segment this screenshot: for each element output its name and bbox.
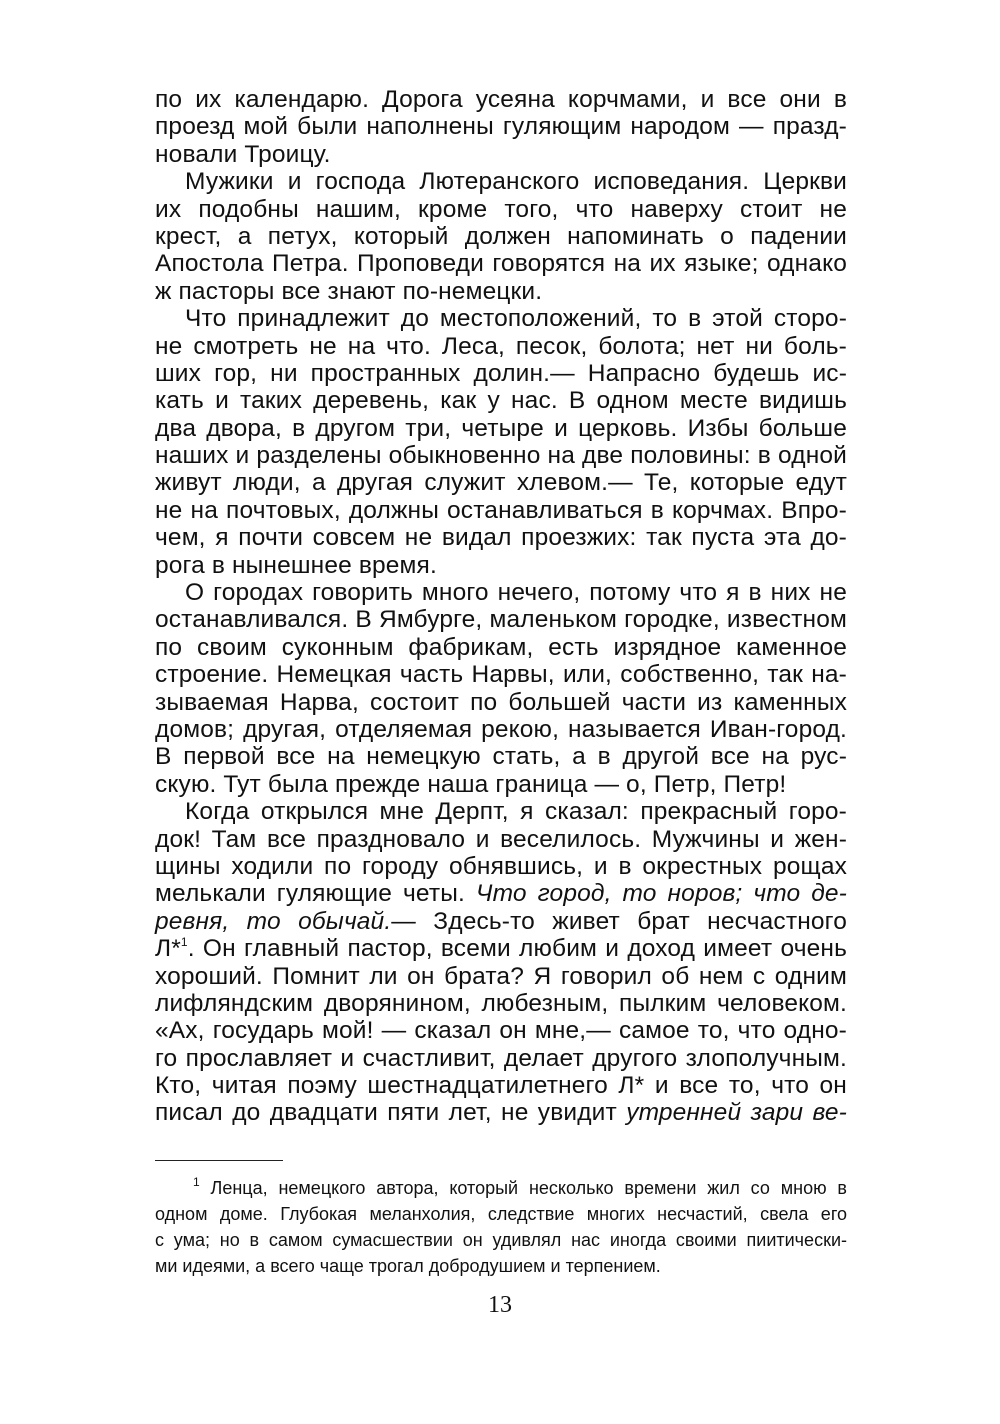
footnote-line: ми идеями, а всего чаще трогал добродушием и терпением. (155, 1256, 661, 1276)
text-line: ших гор, ни пространных долин.— Напрасно будешь ис- (155, 359, 847, 387)
footnote-line: одном доме. Глубокая меланхолия, следствие многих несчастий, свела его (155, 1204, 847, 1224)
italic-quote: утренней зари ве- (626, 1099, 847, 1127)
paragraph-3 (155, 305, 847, 579)
text-line: «Ах, государь мой! — сказал он мне,— самое то, что одно- (155, 1017, 847, 1045)
text-line (155, 935, 847, 962)
paragraph-5 (155, 798, 847, 1127)
text-line: их подобны нашим, кроме того, что наверху стоит не (155, 195, 847, 223)
text-line: зываемая Нарва, состоит по большей части из каменных (155, 688, 847, 716)
text-line: щины ходили по городу обнявшись, и в окрестных рощах (155, 852, 847, 880)
footnote-divider (155, 1160, 283, 1161)
text-line: проезд мой были наполнены гуляющим народом — празд- (155, 113, 847, 141)
text-run: . Он главный пастор, всеми любим и доход имеет очень (187, 935, 847, 963)
main-text (155, 86, 847, 1127)
text-line: док! Там все праздновало и веселилось. Мужчины и жен- (155, 825, 847, 853)
text-line: ж пасторы все знают по-немецки. (155, 277, 543, 305)
text-run: Ленца, немецкого автора, который несколько времени жил со мною в (199, 1178, 847, 1198)
text-line: Апостола Петра. Проповеди говорятся на их языке; однако (155, 250, 847, 278)
text-line: хороший. Помнит ли он брата? Я говорил об нем с одним (155, 962, 847, 990)
text-line: О городах говорить много нечего, потому что я в них не (185, 579, 847, 607)
footnote (155, 1175, 847, 1279)
text-run: — Здесь-то живет брат несчастного (391, 907, 847, 935)
text-line: наших и разделены обыкновенно на две половины: в одной (155, 442, 847, 470)
text-line: Что принадлежит до местоположений, то в этой сторо- (185, 305, 847, 333)
text-run: мелькали гуляющие четы. (155, 880, 476, 908)
text-line: новали Троицу. (155, 140, 331, 168)
footnote-marker: 1 (180, 935, 188, 950)
text-line: го прославляет и счастливит, делает другого злополучным. (155, 1044, 847, 1072)
text-line: строение. Немецкая часть Нарвы, или, собственно, так на- (155, 661, 847, 689)
text-line (155, 880, 847, 907)
text-line: лифляндским дворянином, любезным, пылким человеком. (155, 989, 847, 1017)
italic-quote: ревня, то обычай. (155, 907, 392, 935)
page-number: 13 (488, 1292, 512, 1318)
text-line: В первой все на немецкую стать, а в другой все на рус- (155, 743, 847, 771)
text-line: не на почтовых, должны останавливаться в корчмах. Впро- (155, 496, 847, 524)
text-line: Кто, читая поэму шестнадцатилетнего Л* и все то, что он (155, 1072, 847, 1100)
italic-quote: Что город, то норов; что де- (475, 880, 847, 908)
text-line: два двора, в другом три, четыре и церковь. Избы больше (155, 414, 847, 442)
paragraph-2 (155, 168, 847, 305)
text-line: по своим суконным фабрикам, есть изрядное каменное (155, 633, 847, 661)
text-line: останавливался. В Ямбурге, маленьком городке, известном (155, 606, 847, 634)
text-run: Л* (155, 935, 181, 963)
text-line: кать и таких деревень, как у нас. В одном месте видишь (155, 387, 847, 415)
paragraph-4 (155, 579, 847, 798)
text-line: чем, я почти совсем не видал проезжих: так пуста эта до- (155, 524, 847, 552)
text-line: живут люди, а другая служит хлевом.— Те, которые едут (155, 469, 847, 497)
footnote-marker: 1 (193, 1175, 200, 1189)
footnote-line: с ума; но в самом сумасшествии он удивлял нас иногда своими пиитически- (155, 1230, 847, 1250)
paragraph-1 (155, 86, 847, 168)
text-line: скую. Тут была прежде наша граница — о, Петр, Петр! (155, 770, 787, 798)
text-run: писал до двадцати пяти лет, не увидит (155, 1099, 627, 1127)
footnote-line (155, 1175, 847, 1201)
text-line: не смотреть не на что. Леса, песок, болота; нет ни боль- (155, 332, 847, 360)
text-line: Мужики и господа Лютеранского исповедания. Церкви (185, 168, 847, 196)
text-line: по их календарю. Дорога усеяна корчмами, и все они в (155, 86, 847, 113)
text-line: крест, а петух, который должен напоминать о падении (155, 222, 847, 250)
text-line: домов; другая, отделяемая рекою, называется Иван-город. (155, 715, 847, 743)
text-line: Когда открылся мне Дерпт, я сказал: прекрасный горо- (185, 798, 847, 826)
text-line: рога в нынешнее время. (155, 551, 437, 579)
text-line (155, 908, 847, 935)
text-line (155, 1099, 847, 1126)
